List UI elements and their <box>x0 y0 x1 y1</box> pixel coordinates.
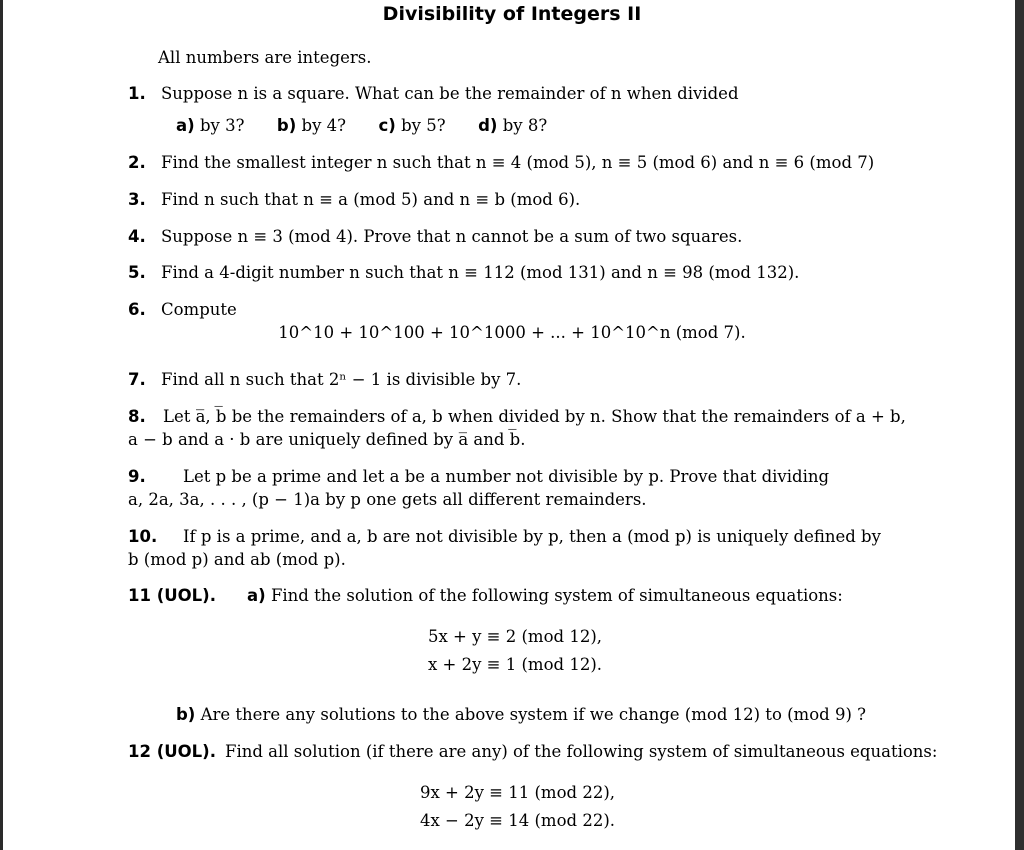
problem-11-part-b-text: Are there any solutions to the above system if we change (mod 12) to (mod 9) ? <box>200 705 866 724</box>
problem-11-part-a-label: a) <box>247 586 266 605</box>
problem-4-number: 4. <box>128 227 146 246</box>
problem-3-text: Find n such that n ≡ a (mod 5) and n ≡ b (mod 6). <box>161 190 581 209</box>
problem-11-equation-2: x + 2y ≡ 1 (mod 12). <box>428 655 602 674</box>
problem-3-number: 3. <box>128 190 146 209</box>
problem-12-text: Find all solution (if there are any) of the following system of simultaneous equations: <box>225 742 938 761</box>
part-a-label: a) <box>176 116 195 135</box>
problem-8-line-2: a − b and a · b are uniquely defined by a̅ and b̅. <box>128 430 526 449</box>
problem-2-text: Find the smallest integer n such that n ≡ 4 (mod 5), n ≡ 5 (mod 6) and n ≡ 6 (mod 7) <box>161 153 875 172</box>
problem-11-equation-1: 5x + y ≡ 2 (mod 12), <box>428 627 602 646</box>
problem-10-number: 10. <box>128 527 158 546</box>
problem-12-equation-1: 9x + 2y ≡ 11 (mod 22), <box>420 783 615 802</box>
problem-2-number: 2. <box>128 153 146 172</box>
problem-11-number: 11 (UOL). <box>128 586 216 605</box>
problem-12-number: 12 (UOL). <box>128 742 216 761</box>
problem-1-number: 1. <box>128 84 146 103</box>
part-c-label: c) <box>378 116 396 135</box>
part-a-text: by 3? <box>199 116 245 135</box>
intro-text: All numbers are integers. <box>158 48 372 67</box>
right-window-edge <box>1015 0 1024 850</box>
left-window-edge <box>0 0 3 850</box>
part-b-text: by 4? <box>301 116 347 135</box>
problem-10-line-1: If p is a prime, and a, b are not divisible by p, then a (mod p) is uniquely defined by <box>183 527 881 546</box>
problem-9-line-2: a, 2a, 3a, . . . , (p − 1)a by p one gets all different remainders. <box>128 490 647 509</box>
part-d-text: by 8? <box>502 116 548 135</box>
problem-6-number: 6. <box>128 300 146 319</box>
problem-8-number: 8. <box>128 407 146 426</box>
problem-11-part-a <box>247 585 843 607</box>
problem-7-number: 7. <box>128 370 146 389</box>
problem-5-number: 5. <box>128 263 146 282</box>
problem-9-line-1: Let p be a prime and let a be a number not divisible by p. Prove that dividing <box>183 467 830 486</box>
problem-1-parts <box>176 115 547 137</box>
problem-1-text: Suppose n is a square. What can be the remainder of n when divided <box>161 84 739 103</box>
problem-10-line-2: b (mod p) and ab (mod p). <box>128 550 346 569</box>
problem-8-line-1: Let a̅, b̅ be the remainders of a, b when divided by n. Show that the remainders of a + b, <box>163 407 906 426</box>
page-title: Divisibility of Integers II <box>382 3 642 25</box>
problem-5-text: Find a 4-digit number n such that n ≡ 112 (mod 131) and n ≡ 98 (mod 132). <box>161 263 800 282</box>
part-c-text: by 5? <box>401 116 446 135</box>
problem-11-part-b-label: b) <box>176 705 196 724</box>
problem-11-part-b <box>176 704 866 726</box>
problem-12-equation-2: 4x − 2y ≡ 14 (mod 22). <box>420 811 615 830</box>
part-d-label: d) <box>478 116 498 135</box>
part-b-label: b) <box>276 116 297 135</box>
problem-6-text: Compute <box>161 300 237 319</box>
problem-7-text: Find all n such that 2ⁿ − 1 is divisible by 7. <box>161 370 522 389</box>
problem-6-display-equation: 10^10 + 10^100 + 10^1000 + ... + 10^10^n (mod 7). <box>278 323 746 342</box>
problem-11-part-a-text: Find the solution of the following system of simultaneous equations: <box>270 586 843 605</box>
problem-9-number: 9. <box>128 467 146 486</box>
problem-4-text: Suppose n ≡ 3 (mod 4). Prove that n cannot be a sum of two squares. <box>161 227 743 246</box>
